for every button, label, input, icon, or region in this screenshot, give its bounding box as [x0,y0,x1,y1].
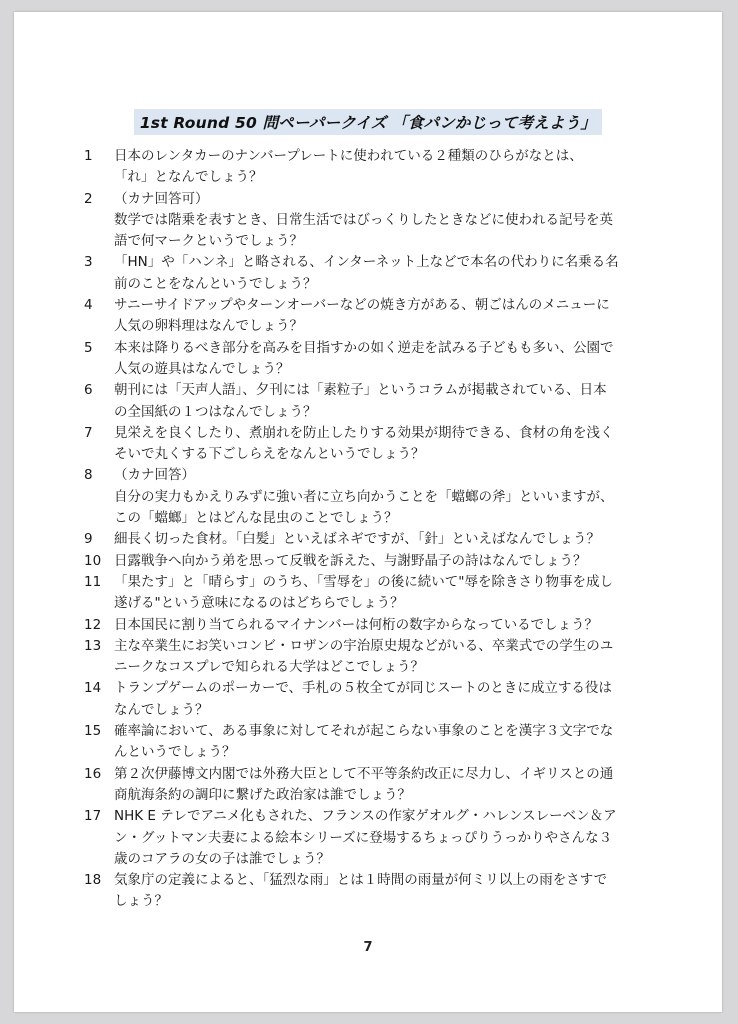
question-line: 本来は降りるべき部分を高みを目指すかの如く逆走を試みる子どもも多い、公園で [114,339,614,356]
question-number: 8 [84,467,93,484]
question-line: 主な卒業生にお笑いコンビ・ロザンの宇治原史規などがいる、卒業式での学生のユ [114,637,614,654]
page-title: 1st Round 50 問ペーパークイズ 「食パンかじって考えよう」 [134,109,602,135]
question-item [84,572,654,615]
question-item [84,678,654,721]
page-number: 7 [363,940,373,955]
question-item [84,146,654,189]
question-number: 6 [84,382,93,399]
question-item [84,721,654,764]
question-text [114,465,654,529]
question-number: 2 [84,190,93,207]
question-text [114,764,654,807]
question-line: 数学では階乗を表すとき、日常生活ではびっくりしたときなどに使われる記号を英 [114,211,613,228]
question-text [114,295,654,338]
question-line: なんでしょう？ [114,701,209,718]
question-line: 人気の遊具はなんでしょう？ [114,360,290,377]
question-text [114,529,654,550]
question-line: トランプゲームのポーカーで、手札の５枚全てが同じスートのときに成立する役は [114,680,612,697]
question-item [84,189,654,253]
question-line: 「HN」や「ハンネ」と略される、インターネット上などで本名の代わりに名乗る名 [114,254,619,271]
question-line: 日露戦争へ向かう弟を思って反戦を訴えた、与謝野晶子の詩はなんでしょう？ [114,552,587,569]
question-text [114,806,654,870]
question-item [84,636,654,679]
question-number: 9 [84,531,93,548]
question-text [114,678,654,721]
question-line: の全国紙の１つはなんでしょう？ [114,403,317,420]
question-item [84,252,654,295]
question-number: 7 [84,424,93,441]
question-line: ン・グットマン夫妻による絵本シリーズに登場するちょっぴりうっかりやさんな３ [114,829,613,846]
question-item [84,380,654,423]
question-line: サニーサイドアップやターンオーバーなどの焼き方がある、朝ごはんのメニューに [114,297,610,314]
question-line: 自分の実力もかえりみずに強い者に立ち向かうことを「蟷螂の斧」といいますが、 [114,488,614,505]
question-text [114,615,654,636]
question-text [114,338,654,381]
question-number: 12 [84,616,102,633]
question-number: 10 [84,552,102,569]
question-line: 日本のレンタカーのナンバープレートに使われている２種類のひらがなとは、 [114,148,583,164]
question-line: そいで丸くする下ごしらえをなんというでしょう？ [114,446,425,463]
question-line: （カナ回答可） [114,190,209,207]
question-text [114,636,654,679]
question-line: んというでしょう？ [114,744,236,761]
question-line: 語で何マークというでしょう？ [114,233,303,250]
question-text [114,380,654,423]
question-number: 17 [84,808,102,825]
document-page [14,12,722,1012]
question-line: この「蟷螂」とはどんな昆虫のことでしょう？ [114,510,398,527]
question-number: 1 [84,148,93,164]
question-line: 日本国民に割り当てられるマイナンバーは何桁の数字からなっているでしょう？ [114,616,598,633]
question-line: 確率論において、ある事象に対してそれが起こらない事象のことを漢字３文字でな [114,723,614,740]
question-number: 3 [84,254,93,271]
question-number: 4 [84,297,93,314]
question-item [84,870,654,913]
question-number: 14 [84,680,102,697]
question-line: （カナ回答） [114,467,195,484]
question-line: 気象庁の定義によると、「猛烈な雨」とは１時間の雨量が何ミリ以上の雨をさすで [114,872,608,889]
question-line: 歳のコアラの女の子は誰でしょう？ [114,850,330,867]
question-item [84,295,654,338]
question-text [114,252,654,295]
question-number: 13 [84,637,102,654]
question-line: 遂げる"という意味になるのはどちらでしょう？ [114,595,404,612]
question-text [114,551,654,572]
question-line: NHK E テレでアニメ化もされた、フランスの作家ゲオルグ・ハレンスレーベン＆ア [114,808,617,825]
question-item [84,551,654,572]
question-text [114,721,654,764]
question-number: 11 [84,573,102,590]
question-number: 5 [84,339,93,356]
question-item [84,806,654,870]
question-list [84,146,654,913]
question-line: しょう？ [114,893,168,910]
question-number: 15 [84,723,102,740]
question-text [114,572,654,615]
question-number: 18 [84,872,102,889]
question-text [114,870,654,913]
question-number: 16 [84,765,102,782]
question-line: 「果たす」と「晴らす」のうち、「雪辱を」の後に続いて"辱を除きさり物事を成し [114,573,613,590]
question-line: 商航海条約の調印に繋げた政治家は誰でしょう？ [114,786,411,803]
question-item [84,465,654,529]
question-line: 朝刊には「天声人語」、夕刊には「素粒子」というコラムが掲載されている、日本 [114,382,607,399]
question-item [84,615,654,636]
title-wrapper [14,109,722,135]
question-item [84,529,654,550]
question-line: 人気の卵料理はなんでしょう？ [114,318,303,335]
question-line: 前のことをなんというでしょう？ [114,275,317,292]
question-line: 見栄えを良くしたり、煮崩れを防止したりする効果が期待できる、食材の角を浅く [114,424,614,441]
question-text [114,189,654,253]
question-line: 「れ」となんでしょう？ [114,169,263,186]
question-line: 細長く切った食材。「白髪」といえばネギですが、「針」といえばなんでしょう？ [114,531,600,548]
question-text [114,146,654,189]
question-item [84,423,654,466]
question-item [84,764,654,807]
question-text [114,423,654,466]
question-line: 第２次伊藤博文内閣では外務大臣として不平等条約改正に尽力し、イギリスとの通 [114,765,614,782]
question-line: ニークなコスプレで知られる大学はどこでしょう？ [114,659,424,676]
question-item [84,338,654,381]
